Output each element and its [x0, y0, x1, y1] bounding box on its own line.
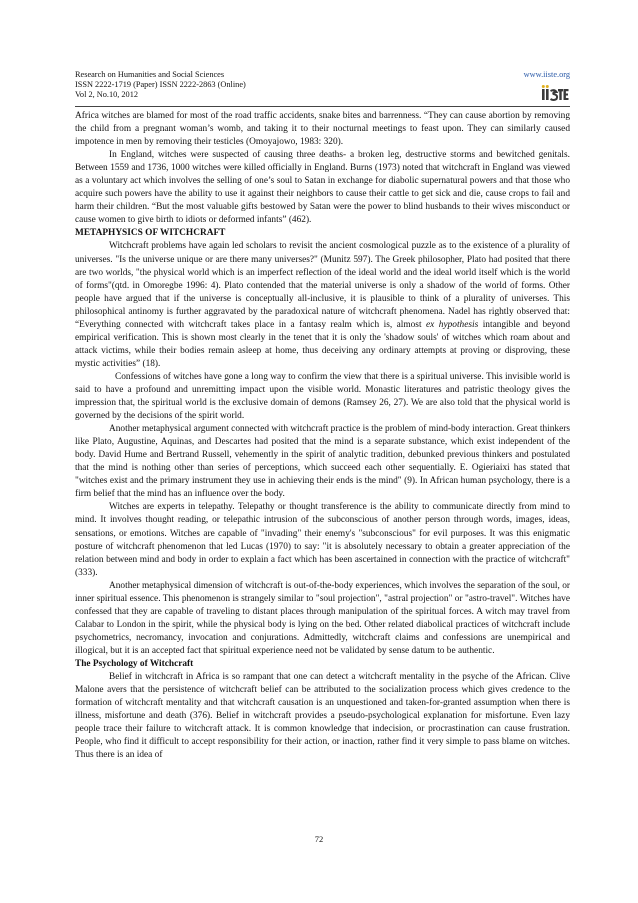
header-divider [75, 106, 570, 107]
paragraph: Africa witches are blamed for most of the road traffic accidents, snake bites and barrenness. “They can cause abortion by removing the child from a pregnant woman’s womb, and taking it to their nocturnal meetings to feast upon. They can similarly caused impotence in men by removing their testicles (Omoyajowo, 1983: 320). [75, 111, 570, 148]
journal-url-link[interactable]: www.iiste.org [523, 70, 570, 79]
issn-line: ISSN 2222-1719 (Paper) ISSN 2222-2863 (Online) [75, 80, 246, 90]
journal-title: Research on Humanities and Social Sciences [75, 70, 225, 79]
page-number: 72 [314, 834, 324, 844]
paragraph-text: Witchcraft problems have again led scholars to revisit the ancient cosmological puzzle as to the existence of a plurality of universes. "Is the universe unique or are there many universes?" (Munitz 597). The Greek philosopher, Plato had posited that there are two worlds, "the physical world which is an imperfect reflection of the ideal world and the ideal world itself which is the world of forms"(qtd. in Omoregbe 1996: 4). Plato contended that the material universe is only a shadow of the world of forms. Other people have argued that if the universe is conceptually all-inclusive, it is plausible to think of a plurality of universes. This philosophical antinomy is further aggravated by the paradoxical nature of witchcraft phenomena. Nadel has rightly observed that: “Everything connected with witchcraft takes place in a fantasy realm which is, almost [75, 241, 570, 330]
paragraph-text: intangible and beyond empirical verification. This is shown most clearly in the tenet that it is only the 'shadow souls' of witches which roam about and attack victims, while their bodies remain asleep at home, thus deceiving any ordinary attempts at proving or disproving, these mystic activities” (18). [75, 319, 571, 369]
paragraph: Witches are experts in telepathy. Telepathy or thought transference is the ability to communicate directly from mind to mind. It involves thought reading, or telepathic intrusion of the subconscious of another person through words, images, ideas, sensations, or emotions. Witches are capable of "invading" their enemy's "subconscious" for evil purposes. It was this enigmatic posture of witchcraft phenomenon that led Lucas (1970) to say: "it is absolutely necessary to obtain a greater appreciation of the relation between mind and body in order to explain a fact which has been ascertained in connection with the practice of witchcraft" (333). [75, 502, 570, 578]
article-body [75, 110, 570, 762]
section-heading: METAPHYSICS OF WITCHCRAFT [75, 228, 226, 239]
page-header [75, 70, 570, 101]
subsection-heading: The Psychology of Witchcraft [75, 658, 194, 669]
paragraph: Belief in witchcraft in Africa is so rampant that one can detect a witchcraft mentality in the psyche of the African. Clive Malone avers that the persistence of witchcraft belief can be attributed to the socialization process which gives credence to the formation of witchcraft mentality and that witchcraft causation is an unquestioned and taken-for-granted assumption when there is illness, misfortune and death (376). Belief in witchcraft provides a pseudo-psychological explanation for misfortune. Even lazy people trace their failure to witchcraft attack. It is common knowledge that indecision, or procrastination can cause frustration. People, who find it difficult to accept responsibility for their action, or inaction, rather find it very simple to pass blame on witches. Thus there is an idea of [75, 672, 570, 761]
italic-term: ex hypothesis [426, 319, 479, 330]
iiste-logo-icon [541, 84, 569, 102]
paragraph: Another metaphysical dimension of witchcraft is out-of-the-body experiences, which involves the separation of the soul, or inner spiritual essence. This phenomenon is strangely similar to "soul projection", "astral projection" or "astro-travel". Witches have confessed that they are capable of traveling to distant places through manipulation of the spiritual forces. A witch may travel from Calabar to London in the spirit, while the physical body is lying on the bed. Other related diabolical practices of witchcraft include psychometrics, necromancy, invocation and conjurations. Admittedly, witchcraft claims and confessions are unempirical and illogical, but it is an accepted fact that spiritual experience need not be validated by sense datum to be authentic. [75, 580, 570, 656]
volume-line: Vol 2, No.10, 2012 [75, 90, 138, 100]
paragraph: Another metaphysical argument connected with witchcraft practice is the problem of mind-body interaction. Great thinkers like Plato, Augustine, Aquinas, and Descartes had posited that the mind is a separate substance, which exist independent of the body. David Hume and Bertrand Russell, vehemently in the spirit of analytic tradition, debunked previous thinkers and postulated that the mind is nothing other than series of perceptions, which succeed each other sequentially. E. Ogieriaixi has stated that "witches exist and the primary instrument they use in achieving their ends is the mind" (9). In African human psychology, there is a firm belief that the mind has an influence over the body. [75, 424, 570, 500]
paragraph: Confessions of witches have gone a long way to confirm the view that there is a spiritual universe. This invisible world is said to have a profound and unremitting impact upon the visible world. Monastic literatures and patristic theology gives the impression that, the spiritual world is the exclusive domain of demons (Ramsey 26, 27). We are also told that the physical world is governed by the decisions of the spirit world. [75, 371, 570, 422]
paragraph: In England, witches were suspected of causing three deaths- a broken leg, destructive storms and bewitched genitals. Between 1559 and 1736, 1000 witches were killed officially in England. Burns (1973) noted that witchcraft in England was viewed as a voluntary act which involves the selling of one’s soul to Satan in exchange for diabolic supernatural powers and that those who acquire such powers have the ability to use it against their neighbors to cause their cattle to get sick and die, cause crops to fail and harm their children. “But the most valuable gifts bestowed by Satan were the power to blind husbands to their wives misconduct or cause women to give birth to idiots or deformed infants” (462). [75, 150, 570, 226]
paragraph [75, 240, 570, 370]
